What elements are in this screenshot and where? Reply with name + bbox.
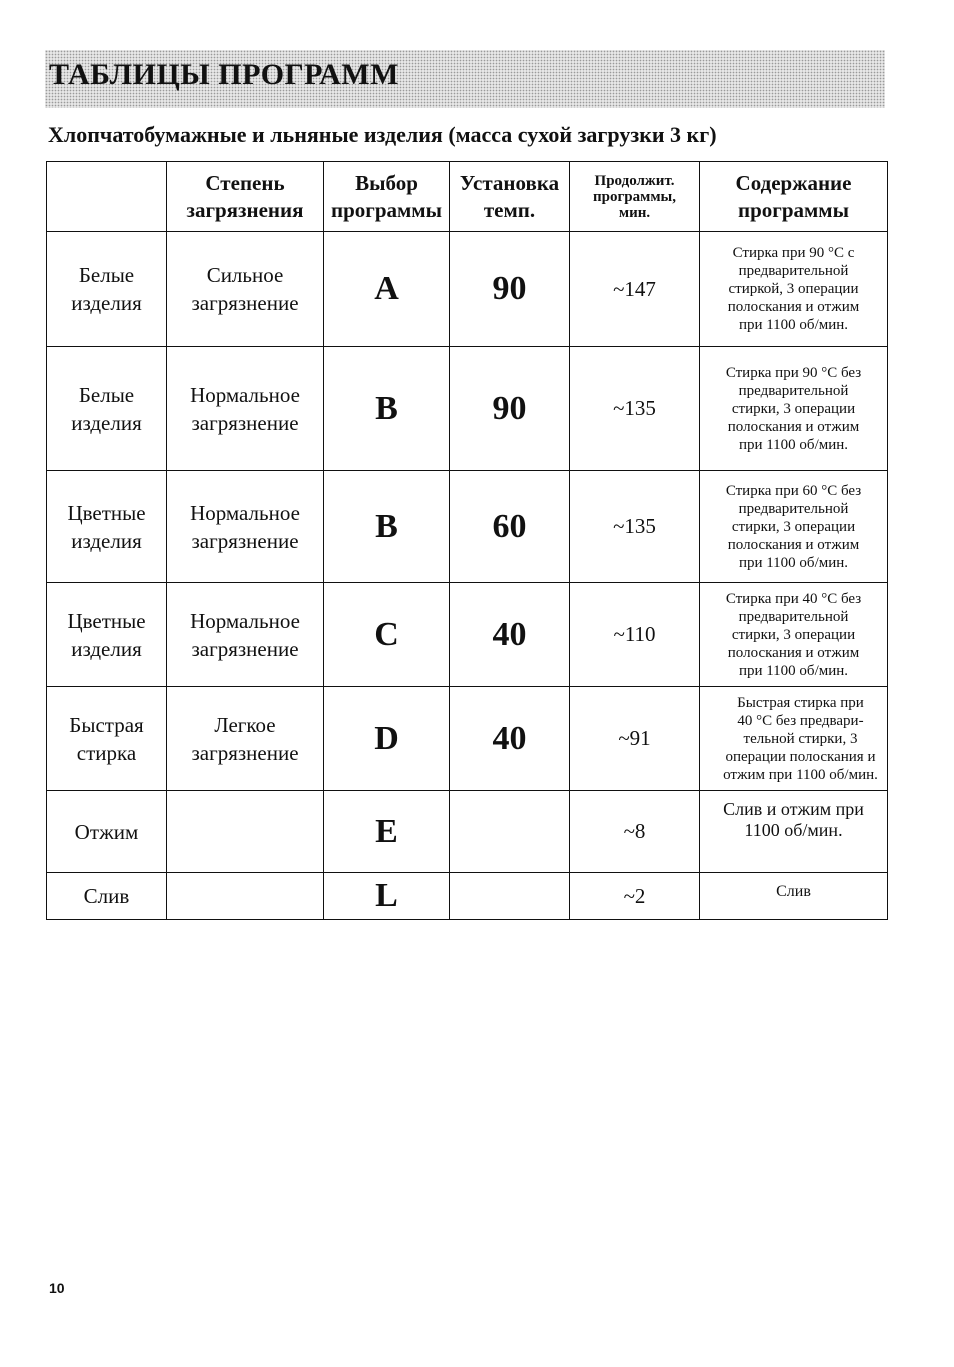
temperature-value: 40 <box>450 583 570 687</box>
item-line: Белые <box>78 263 135 287</box>
duration-value: ~135 <box>570 347 700 471</box>
item-line: стирка <box>76 740 137 765</box>
desc-line: тельной стирки, 3 <box>743 730 858 747</box>
desc-line: Стирка при 40 °С без <box>725 590 862 607</box>
header-line: загрязнения <box>186 197 304 222</box>
item-cell <box>47 471 167 583</box>
desc-line: при 1100 об/мин. <box>738 662 849 679</box>
soil-line: загрязнение <box>191 528 299 553</box>
item-cell <box>47 873 167 920</box>
desc-line: при 1100 об/мин. <box>738 436 849 453</box>
header-line: Выбор <box>355 170 418 195</box>
table-row <box>47 583 888 687</box>
header-line: программы <box>331 197 442 222</box>
desc-line: отжим при 1100 об/мин. <box>723 766 878 783</box>
table-row <box>47 471 888 583</box>
table-row <box>47 873 888 920</box>
desc-line: Слив и отжим при <box>723 799 864 819</box>
program-code: C <box>324 583 450 687</box>
desc-line: полоскания и отжим <box>727 536 860 553</box>
desc-line: полоскания и отжим <box>727 299 860 315</box>
desc-line: стирки, 3 операции <box>731 518 856 535</box>
soil-line: загрязнение <box>191 410 299 435</box>
duration-value: ~135 <box>570 471 700 583</box>
page-number: 10 <box>49 1280 65 1296</box>
header-line: программы, <box>592 188 677 205</box>
desc-line: полоскания и отжим <box>727 418 860 435</box>
header-line: Продолжит. <box>594 172 675 189</box>
item-cell <box>47 347 167 471</box>
header-line: программы <box>738 197 849 222</box>
item-line: Слив <box>83 884 130 908</box>
table-row <box>47 791 888 873</box>
desc-line: Стирка при 60 °С без <box>725 482 862 499</box>
table-row <box>47 232 888 347</box>
soil-cell <box>167 347 324 471</box>
soil-cell <box>167 232 324 347</box>
soil-cell <box>167 687 324 791</box>
description-cell <box>700 687 888 791</box>
desc-line: предварительной <box>738 382 849 399</box>
item-line: Белые <box>78 382 135 407</box>
soil-cell <box>167 471 324 583</box>
table-row <box>47 687 888 791</box>
program-code: B <box>324 347 450 471</box>
description-cell <box>700 583 888 687</box>
duration-value: ~147 <box>570 232 700 347</box>
desc-line: 1100 об/мин. <box>744 820 843 840</box>
description-cell <box>700 347 888 471</box>
desc-line: 40 °С без предвари- <box>737 712 864 729</box>
desc-line: при 1100 об/мин. <box>738 554 849 571</box>
header-program <box>324 162 450 232</box>
program-code: L <box>324 873 450 920</box>
page-title: ТАБЛИЦЫ ПРОГРАММ <box>49 58 399 91</box>
desc-line: операции полоскания и <box>725 748 876 765</box>
item-line: изделия <box>71 636 142 661</box>
description-cell <box>700 873 888 920</box>
header-line: мин. <box>618 204 651 221</box>
desc-line: полоскания и отжим <box>727 644 860 661</box>
program-table <box>46 161 888 920</box>
soil-line: Легкое <box>214 712 276 737</box>
temperature-value: 40 <box>450 687 570 791</box>
desc-line: Быстрая стирка при <box>737 694 864 711</box>
header-content <box>700 162 888 232</box>
temperature-value: 60 <box>450 471 570 583</box>
duration-value: ~8 <box>570 791 700 873</box>
item-line: изделия <box>71 410 142 435</box>
desc-line: предварительной <box>738 500 849 517</box>
header-duration <box>570 162 700 232</box>
header-temperature <box>450 162 570 232</box>
desc-line: стирки, 3 операции <box>731 400 856 417</box>
desc-line: предварительной <box>738 263 849 279</box>
soil-line: загрязнение <box>191 636 299 661</box>
program-code: E <box>324 791 450 873</box>
table-row <box>47 347 888 471</box>
duration-value: ~110 <box>570 583 700 687</box>
item-line: изделия <box>71 291 142 315</box>
soil-cell <box>167 873 324 920</box>
description-cell <box>700 232 888 347</box>
soil-line: загрязнение <box>191 291 299 315</box>
header-line: темп. <box>483 197 536 222</box>
item-line: изделия <box>71 528 142 553</box>
duration-value: ~2 <box>570 873 700 920</box>
item-cell <box>47 583 167 687</box>
description-cell <box>700 471 888 583</box>
desc-line: Слив <box>776 883 811 900</box>
table-header-row <box>47 162 888 232</box>
soil-cell <box>167 791 324 873</box>
soil-line: Нормальное <box>190 500 300 525</box>
header-line: Установка <box>459 170 560 195</box>
duration-value: ~91 <box>570 687 700 791</box>
desc-line: стирки, 3 операции <box>731 626 856 643</box>
desc-line: при 1100 об/мин. <box>738 317 849 333</box>
table-subtitle: Хлопчатобумажные и льняные изделия (масса сухой загрузки 3 кг) <box>48 122 717 147</box>
desc-line: предварительной <box>738 608 849 625</box>
description-cell <box>700 791 888 873</box>
program-code: B <box>324 471 450 583</box>
program-code: A <box>324 232 450 347</box>
soil-line: Нормальное <box>190 382 300 407</box>
desc-line: Стирка при 90 °С с <box>732 245 855 261</box>
soil-line: Сильное <box>206 263 284 287</box>
soil-line: Нормальное <box>190 608 300 633</box>
item-line: Цветные <box>67 500 146 525</box>
soil-line: загрязнение <box>191 740 299 765</box>
title-banner <box>45 50 885 108</box>
desc-line: стиркой, 3 операции <box>728 281 859 297</box>
temperature-value: 90 <box>450 232 570 347</box>
temperature-value <box>450 873 570 920</box>
item-cell <box>47 687 167 791</box>
header-line: Степень <box>205 170 285 195</box>
temperature-value: 90 <box>450 347 570 471</box>
item-line: Быстрая <box>69 712 144 737</box>
header-line: Содержание <box>735 170 852 195</box>
soil-cell <box>167 583 324 687</box>
desc-line: Стирка при 90 °С без <box>725 364 862 381</box>
header-soil-level <box>167 162 324 232</box>
header-blank <box>47 162 167 232</box>
item-line: Цветные <box>67 608 146 633</box>
temperature-value <box>450 791 570 873</box>
item-line: Отжим <box>74 819 139 844</box>
program-code: D <box>324 687 450 791</box>
item-cell <box>47 791 167 873</box>
item-cell <box>47 232 167 347</box>
